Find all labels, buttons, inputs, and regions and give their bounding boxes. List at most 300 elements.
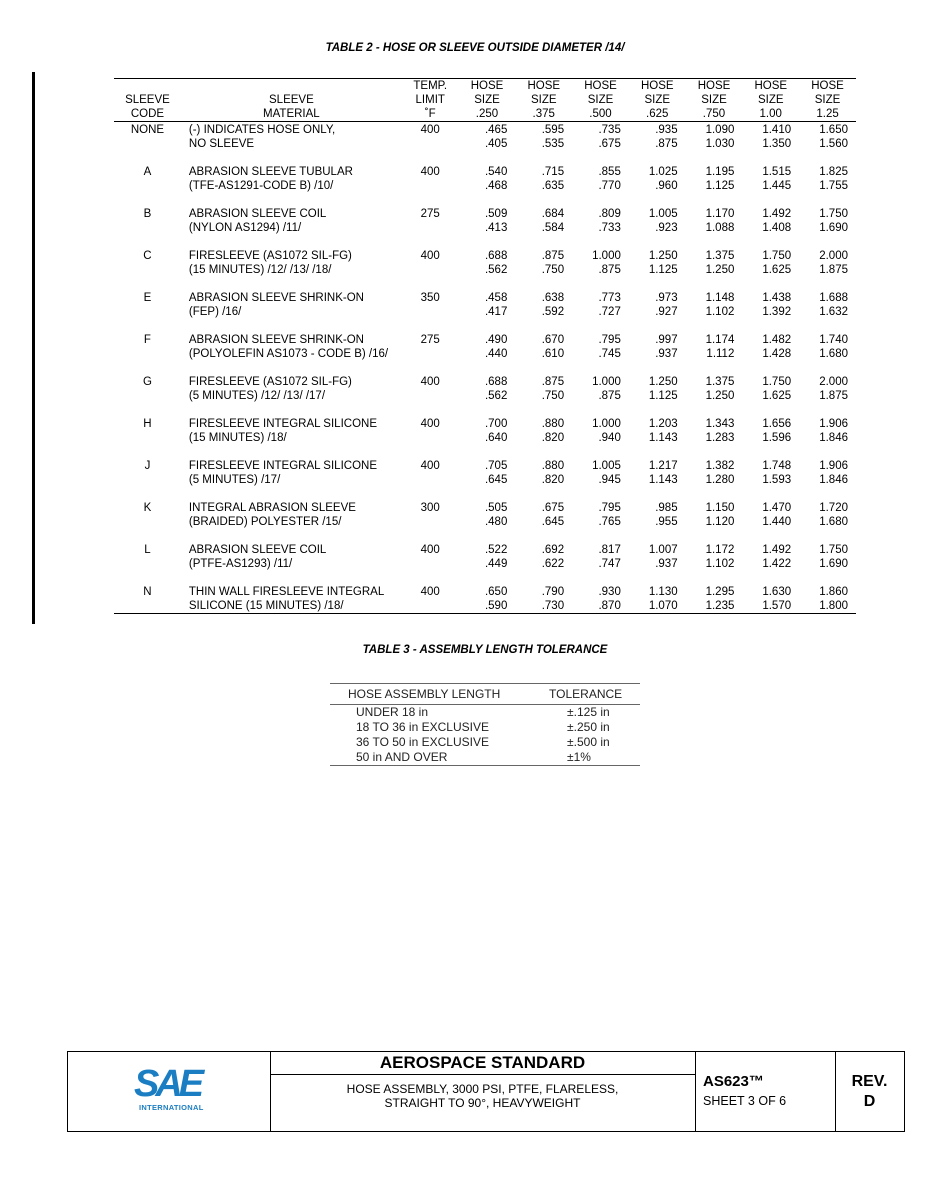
diameter-cell: 1.005: [592, 460, 621, 472]
header-size-250: HOSE SIZE .250: [470, 80, 504, 120]
diameter-cell: 1.030: [705, 138, 735, 150]
diameter-cell: .930: [598, 586, 621, 598]
header-size-500: HOSE SIZE .500: [584, 80, 617, 120]
diameter-cell: 1.170: [705, 208, 735, 220]
diameter-cell: 1.750: [762, 376, 792, 388]
diameter-cell: 1.125: [705, 180, 735, 192]
sleeve-material-cell: (5 MINUTES) /12/ /13/ /17/: [188, 390, 326, 402]
diameter-cell: .700: [484, 418, 508, 430]
diameter-cell: 1.250: [648, 376, 678, 388]
diameter-cell: 1.596: [762, 432, 792, 444]
diameter-cell: .522: [484, 544, 508, 556]
diameter-cell: 1.392: [762, 306, 792, 318]
header-size-100: HOSE SIZE 1.00: [754, 80, 788, 120]
diameter-cell: .465: [484, 124, 508, 136]
sleeve-code-cell: C: [143, 250, 152, 262]
diameter-cell: 1.680: [819, 348, 848, 360]
header-size-125: HOSE SIZE 1.25: [811, 80, 844, 120]
table-row: [114, 179, 856, 207]
table-row: [330, 750, 640, 766]
diameter-cell: .765: [598, 516, 621, 528]
diameter-cell: 1.375: [705, 376, 735, 388]
diameter-cell: .855: [598, 166, 621, 178]
temp-limit-cell: [402, 515, 459, 543]
table-row: [114, 137, 856, 165]
diameter-cell: .675: [541, 502, 565, 514]
temp-limit-cell: [402, 137, 459, 165]
temp-limit-cell: 400: [420, 418, 440, 430]
diameter-cell: 1.203: [648, 418, 678, 430]
diameter-cell: 1.560: [819, 138, 848, 150]
table-row: [114, 473, 856, 501]
header-size-625: HOSE SIZE .625: [640, 80, 674, 120]
diameter-cell: 1.515: [762, 166, 792, 178]
assembly-length-cell: 50 in AND OVER: [330, 750, 535, 766]
diameter-cell: .875: [598, 390, 621, 402]
diameter-cell: 1.235: [705, 600, 735, 612]
diameter-cell: 1.350: [762, 138, 792, 150]
table-row: [114, 207, 856, 221]
temp-limit-cell: 400: [420, 166, 440, 178]
sleeve-material-cell: ABRASION SLEEVE TUBULAR: [188, 166, 353, 178]
diameter-cell: .675: [598, 138, 621, 150]
sleeve-code-cell: G: [142, 376, 152, 388]
temp-limit-cell: 400: [420, 460, 440, 472]
diameter-cell: .817: [598, 544, 621, 556]
diameter-cell: 1.090: [705, 124, 735, 136]
diameter-cell: 1.906: [819, 418, 848, 430]
sleeve-code-cell: [114, 473, 181, 501]
diameter-cell: .584: [541, 222, 565, 234]
diameter-cell: .773: [598, 292, 621, 304]
diameter-cell: 1.875: [819, 390, 848, 402]
sleeve-code-cell: E: [143, 292, 152, 304]
table-row: [114, 263, 856, 291]
sleeve-code-cell: [114, 263, 181, 291]
temp-limit-cell: [402, 347, 459, 375]
diameter-cell: 1.382: [705, 460, 735, 472]
diameter-cell: .562: [484, 264, 508, 276]
temp-limit-cell: [402, 263, 459, 291]
diameter-cell: .727: [598, 306, 621, 318]
diameter-cell: 1.217: [648, 460, 678, 472]
diameter-cell: .875: [541, 250, 565, 262]
table-row: [114, 557, 856, 585]
diameter-cell: .820: [541, 432, 565, 444]
diameter-cell: 1.172: [705, 544, 735, 556]
diameter-cell: .640: [484, 432, 508, 444]
diameter-cell: .809: [598, 208, 621, 220]
title-block: [67, 1051, 905, 1132]
assembly-length-cell: UNDER 18 in: [356, 705, 429, 719]
revision-bar: [32, 72, 35, 624]
table3-title: TABLE 3 - ASSEMBLY LENGTH TOLERANCE: [362, 644, 608, 656]
header-sleeve-code: SLEEVE CODE: [125, 94, 170, 120]
revision-cell: [835, 1052, 904, 1131]
diameter-cell: 1.150: [705, 502, 735, 514]
diameter-cell: 1.102: [705, 306, 735, 318]
diameter-cell: .735: [598, 124, 621, 136]
diameter-cell: .747: [598, 558, 621, 570]
temp-limit-cell: [402, 179, 459, 207]
table-row: [114, 515, 856, 543]
diameter-cell: .730: [541, 600, 565, 612]
sleeve-material-cell: (TFE-AS1291-CODE B) /10/: [188, 180, 334, 192]
diameter-cell: .997: [655, 334, 678, 346]
sleeve-material-cell: (FEP) /16/: [188, 306, 242, 318]
sleeve-material-cell: ABRASION SLEEVE COIL: [188, 544, 327, 556]
diameter-cell: 1.280: [705, 474, 735, 486]
diameter-cell: 1.120: [705, 516, 735, 528]
diameter-cell: .973: [655, 292, 678, 304]
diameter-cell: 1.656: [762, 418, 792, 430]
temp-limit-cell: [402, 473, 459, 501]
sleeve-code-cell: [114, 557, 181, 585]
header-temp-limit: TEMP. LIMIT ˚F: [413, 80, 448, 120]
diameter-cell: .875: [655, 138, 678, 150]
temp-limit-cell: 275: [420, 334, 440, 346]
sleeve-material-cell: FIRESLEEVE (AS1072 SIL-FG): [188, 376, 352, 388]
temp-limit-cell: [402, 431, 459, 459]
assembly-length-cell: 36 TO 50 in EXCLUSIVE: [356, 735, 489, 749]
diameter-cell: .937: [655, 348, 678, 360]
diameter-cell: .449: [484, 558, 508, 570]
sleeve-material-cell: SILICONE (15 MINUTES) /18/: [188, 600, 344, 612]
diameter-cell: .417: [484, 306, 508, 318]
table-row: [114, 389, 856, 417]
sleeve-code-cell: [114, 221, 181, 249]
sleeve-code-cell: [114, 347, 181, 375]
diameter-cell: 1.422: [762, 558, 792, 570]
sleeve-material-cell: (POLYOLEFIN AS1073 - CODE B) /16/: [188, 348, 389, 360]
diameter-cell: 1.680: [819, 516, 848, 528]
sleeve-material-cell: (15 MINUTES) /18/: [188, 432, 287, 444]
diameter-cell: .692: [541, 544, 565, 556]
diameter-cell: 1.088: [705, 222, 735, 234]
sleeve-code-cell: A: [143, 166, 152, 178]
diameter-cell: 1.250: [705, 390, 735, 402]
diameter-cell: 1.000: [592, 376, 621, 388]
temp-limit-cell: 400: [420, 586, 440, 598]
temp-limit-cell: [402, 599, 459, 614]
diameter-cell: 1.283: [705, 432, 735, 444]
diameter-cell: .480: [484, 516, 508, 528]
diameter-cell: .590: [484, 600, 508, 612]
diameter-cell: 1.445: [762, 180, 792, 192]
diameter-cell: 1.906: [819, 460, 848, 472]
temp-limit-cell: [402, 389, 459, 417]
diameter-cell: 2.000: [819, 376, 848, 388]
diameter-cell: .750: [541, 264, 565, 276]
diameter-cell: 1.492: [762, 208, 792, 220]
diameter-cell: .458: [484, 292, 508, 304]
revision-value: D: [863, 1093, 876, 1110]
diameter-cell: .880: [541, 460, 565, 472]
diameter-cell: .688: [484, 376, 508, 388]
table-row: [114, 417, 856, 431]
table-row: [114, 333, 856, 347]
diameter-cell: .635: [541, 180, 565, 192]
diameter-cell: 1.025: [648, 166, 678, 178]
table3-body: [330, 705, 640, 766]
sae-logo: SAE: [134, 1063, 201, 1105]
diameter-cell: 1.720: [819, 502, 848, 514]
sleeve-code-cell: [114, 599, 181, 614]
diameter-cell: 1.748: [762, 460, 792, 472]
diameter-cell: .592: [541, 306, 565, 318]
diameter-cell: 1.690: [819, 222, 848, 234]
diameter-cell: .535: [541, 138, 565, 150]
tolerance-cell: ±1%: [535, 750, 640, 766]
table-row: [114, 543, 856, 557]
sleeve-code-cell: NONE: [130, 124, 165, 136]
diameter-cell: 1.130: [648, 586, 678, 598]
temp-limit-cell: 300: [420, 502, 440, 514]
diameter-cell: .715: [541, 166, 565, 178]
diameter-cell: .622: [541, 558, 565, 570]
diameter-cell: .645: [541, 516, 565, 528]
table-row: [114, 122, 856, 138]
diameter-cell: .670: [541, 334, 565, 346]
diameter-cell: 1.825: [819, 166, 848, 178]
temp-limit-cell: [402, 557, 459, 585]
assembly-length-cell: 18 TO 36 in EXCLUSIVE: [356, 720, 489, 734]
diameter-cell: 1.593: [762, 474, 792, 486]
sleeve-code-cell: K: [143, 502, 152, 514]
diameter-cell: .790: [541, 586, 565, 598]
temp-limit-cell: 275: [420, 208, 440, 220]
temp-limit-cell: 400: [420, 544, 440, 556]
diameter-cell: 1.143: [648, 474, 678, 486]
diameter-cell: 1.195: [705, 166, 735, 178]
sleeve-code-cell: H: [143, 418, 152, 430]
diameter-cell: .490: [484, 334, 508, 346]
diameter-cell: 1.482: [762, 334, 792, 346]
tolerance-cell: ±.250 in: [567, 720, 610, 734]
temp-limit-cell: 400: [420, 124, 440, 136]
tolerance-cell: ±.125 in: [567, 705, 610, 719]
diameter-cell: .935: [655, 124, 678, 136]
diameter-cell: .937: [655, 558, 678, 570]
revision-label: REV.: [851, 1073, 888, 1090]
tolerance-cell: ±.500 in: [567, 735, 610, 749]
diameter-cell: .540: [484, 166, 508, 178]
sleeve-material-cell: NO SLEEVE: [188, 138, 255, 150]
sleeve-material-cell: ABRASION SLEEVE COIL: [188, 208, 327, 220]
diameter-cell: 1.148: [705, 292, 735, 304]
header-size-375: HOSE SIZE .375: [527, 80, 561, 120]
header-tolerance: TOLERANCE: [535, 684, 640, 705]
sleeve-code-cell: [114, 431, 181, 459]
diameter-cell: .505: [484, 502, 508, 514]
diameter-cell: .795: [598, 334, 621, 346]
diameter-cell: 1.125: [648, 390, 678, 402]
diameter-cell: .945: [598, 474, 621, 486]
table-row: [114, 249, 856, 263]
diameter-cell: 1.470: [762, 502, 792, 514]
diameter-cell: 1.860: [819, 586, 848, 598]
diameter-cell: 1.408: [762, 222, 792, 234]
diameter-cell: 1.438: [762, 292, 792, 304]
diameter-cell: 1.630: [762, 586, 792, 598]
diameter-cell: 1.440: [762, 516, 792, 528]
sleeve-code-cell: J: [144, 460, 151, 472]
diameter-cell: .645: [484, 474, 508, 486]
standard-heading: AEROSPACE STANDARD: [270, 1052, 695, 1075]
diameter-cell: 1.625: [762, 264, 792, 276]
sheet-number: SHEET 3 OF 6: [703, 1094, 787, 1108]
sleeve-code-cell: L: [144, 544, 151, 556]
table3-header-row: [330, 684, 640, 705]
diameter-cell: .960: [655, 180, 678, 192]
table2-header-row: [114, 79, 856, 122]
diameter-cell: .927: [655, 306, 678, 318]
diameter-cell: .733: [598, 222, 621, 234]
diameter-cell: .770: [598, 180, 621, 192]
diameter-cell: .923: [655, 222, 678, 234]
diameter-cell: 1.102: [705, 558, 735, 570]
diameter-cell: 1.846: [819, 432, 848, 444]
diameter-cell: 1.755: [819, 180, 848, 192]
sleeve-code-cell: [114, 389, 181, 417]
diameter-cell: 1.410: [762, 124, 792, 136]
diameter-cell: .468: [484, 180, 508, 192]
sae-logo-subtitle: INTERNATIONAL: [139, 1103, 204, 1112]
diameter-cell: .820: [541, 474, 565, 486]
diameter-cell: .870: [598, 600, 621, 612]
logo-cell: [68, 1052, 271, 1131]
standard-description: HOSE ASSEMBLY, 3000 PSI, PTFE, FLARELESS, STRAIGHT TO 90°, HEAVYWEIGHT: [346, 1082, 619, 1110]
diameter-cell: 1.005: [648, 208, 678, 220]
sleeve-code-cell: [114, 305, 181, 333]
diameter-cell: 1.250: [705, 264, 735, 276]
table-row: [114, 431, 856, 459]
temp-limit-cell: 400: [420, 250, 440, 262]
diameter-cell: .610: [541, 348, 565, 360]
diameter-cell: 1.295: [705, 586, 735, 598]
diameter-cell: 1.632: [819, 306, 848, 318]
diameter-cell: .880: [541, 418, 565, 430]
table-row: [114, 459, 856, 473]
diameter-cell: .684: [541, 208, 565, 220]
temp-limit-cell: 400: [420, 376, 440, 388]
table-row: [114, 585, 856, 599]
diameter-cell: 1.250: [648, 250, 678, 262]
diameter-cell: 1.492: [762, 544, 792, 556]
sleeve-material-cell: (5 MINUTES) /17/: [188, 474, 281, 486]
table-row: [114, 221, 856, 249]
diameter-cell: 1.800: [819, 600, 848, 612]
diameter-cell: .509: [484, 208, 508, 220]
diameter-cell: 1.846: [819, 474, 848, 486]
diameter-cell: .985: [655, 502, 678, 514]
sleeve-material-cell: (15 MINUTES) /12/ /13/ /18/: [188, 264, 332, 276]
diameter-cell: 1.750: [762, 250, 792, 262]
table-row: [114, 375, 856, 389]
diameter-cell: .875: [541, 376, 565, 388]
diameter-cell: .688: [484, 250, 508, 262]
diameter-cell: 1.343: [705, 418, 735, 430]
sleeve-code-cell: F: [143, 334, 151, 346]
table-row: [330, 735, 640, 750]
diameter-cell: 1.143: [648, 432, 678, 444]
diameter-cell: 2.000: [819, 250, 848, 262]
sleeve-material-cell: ABRASION SLEEVE SHRINK-ON: [188, 292, 364, 304]
sleeve-code-cell: [114, 137, 181, 165]
diameter-cell: 1.375: [705, 250, 735, 262]
table-row: [330, 720, 640, 735]
document-number: AS623™: [703, 1073, 764, 1090]
sleeve-material-cell: INTEGRAL ABRASION SLEEVE: [188, 502, 356, 514]
sleeve-material-cell: FIRESLEEVE INTEGRAL SILICONE: [188, 418, 377, 430]
diameter-cell: .650: [484, 586, 508, 598]
sleeve-material-cell: (-) INDICATES HOSE ONLY,: [188, 124, 336, 136]
diameter-cell: 1.007: [648, 544, 678, 556]
sleeve-material-cell: FIRESLEEVE INTEGRAL SILICONE: [188, 460, 377, 472]
diameter-cell: .405: [484, 138, 508, 150]
diameter-cell: .595: [541, 124, 565, 136]
header-size-750: HOSE SIZE .750: [697, 80, 731, 120]
diameter-cell: .750: [541, 390, 565, 402]
diameter-cell: .795: [598, 502, 621, 514]
table-row: [114, 305, 856, 333]
diameter-cell: 1.428: [762, 348, 792, 360]
document-cell: [695, 1052, 836, 1131]
diameter-cell: 1.750: [819, 544, 848, 556]
diameter-cell: .940: [598, 432, 621, 444]
diameter-cell: 1.688: [819, 292, 848, 304]
diameter-cell: 1.690: [819, 558, 848, 570]
diameter-cell: 1.650: [819, 124, 848, 136]
header-assembly-length: HOSE ASSEMBLY LENGTH: [330, 684, 535, 705]
diameter-cell: .955: [655, 516, 678, 528]
temp-limit-cell: [402, 305, 459, 333]
diameter-cell: .413: [484, 222, 508, 234]
diameter-cell: .638: [541, 292, 565, 304]
sleeve-code-cell: [114, 179, 181, 207]
table-row: [114, 347, 856, 375]
sleeve-code-cell: [114, 515, 181, 543]
length-tolerance-table: [330, 683, 640, 766]
temp-limit-cell: 350: [420, 292, 440, 304]
sleeve-material-cell: THIN WALL FIRESLEEVE INTEGRAL: [188, 586, 385, 598]
sleeve-material-cell: (PTFE-AS1293) /11/: [188, 558, 293, 570]
diameter-cell: 1.000: [592, 418, 621, 430]
table-row: [114, 599, 856, 614]
diameter-cell: 1.740: [819, 334, 848, 346]
sleeve-code-cell: B: [143, 208, 152, 220]
header-sleeve-material: SLEEVE MATERIAL: [263, 94, 320, 120]
diameter-cell: 1.625: [762, 390, 792, 402]
table-row: [114, 501, 856, 515]
diameter-cell: 1.750: [819, 208, 848, 220]
diameter-cell: 1.112: [706, 348, 735, 360]
hose-diameter-table: [114, 78, 856, 614]
diameter-cell: .745: [598, 348, 621, 360]
table-row: [114, 165, 856, 179]
diameter-cell: 1.570: [762, 600, 792, 612]
diameter-cell: 1.000: [592, 250, 621, 262]
title-cell: [270, 1052, 696, 1131]
temp-limit-cell: [402, 221, 459, 249]
table-row: [330, 705, 640, 721]
diameter-cell: .705: [484, 460, 508, 472]
table2-title: TABLE 2 - HOSE OR SLEEVE OUTSIDE DIAMETER /14/: [325, 42, 625, 54]
diameter-cell: 1.125: [648, 264, 678, 276]
diameter-cell: 1.875: [819, 264, 848, 276]
sleeve-material-cell: (NYLON AS1294) /11/: [188, 222, 302, 234]
sleeve-material-cell: FIRESLEEVE (AS1072 SIL-FG): [188, 250, 352, 262]
